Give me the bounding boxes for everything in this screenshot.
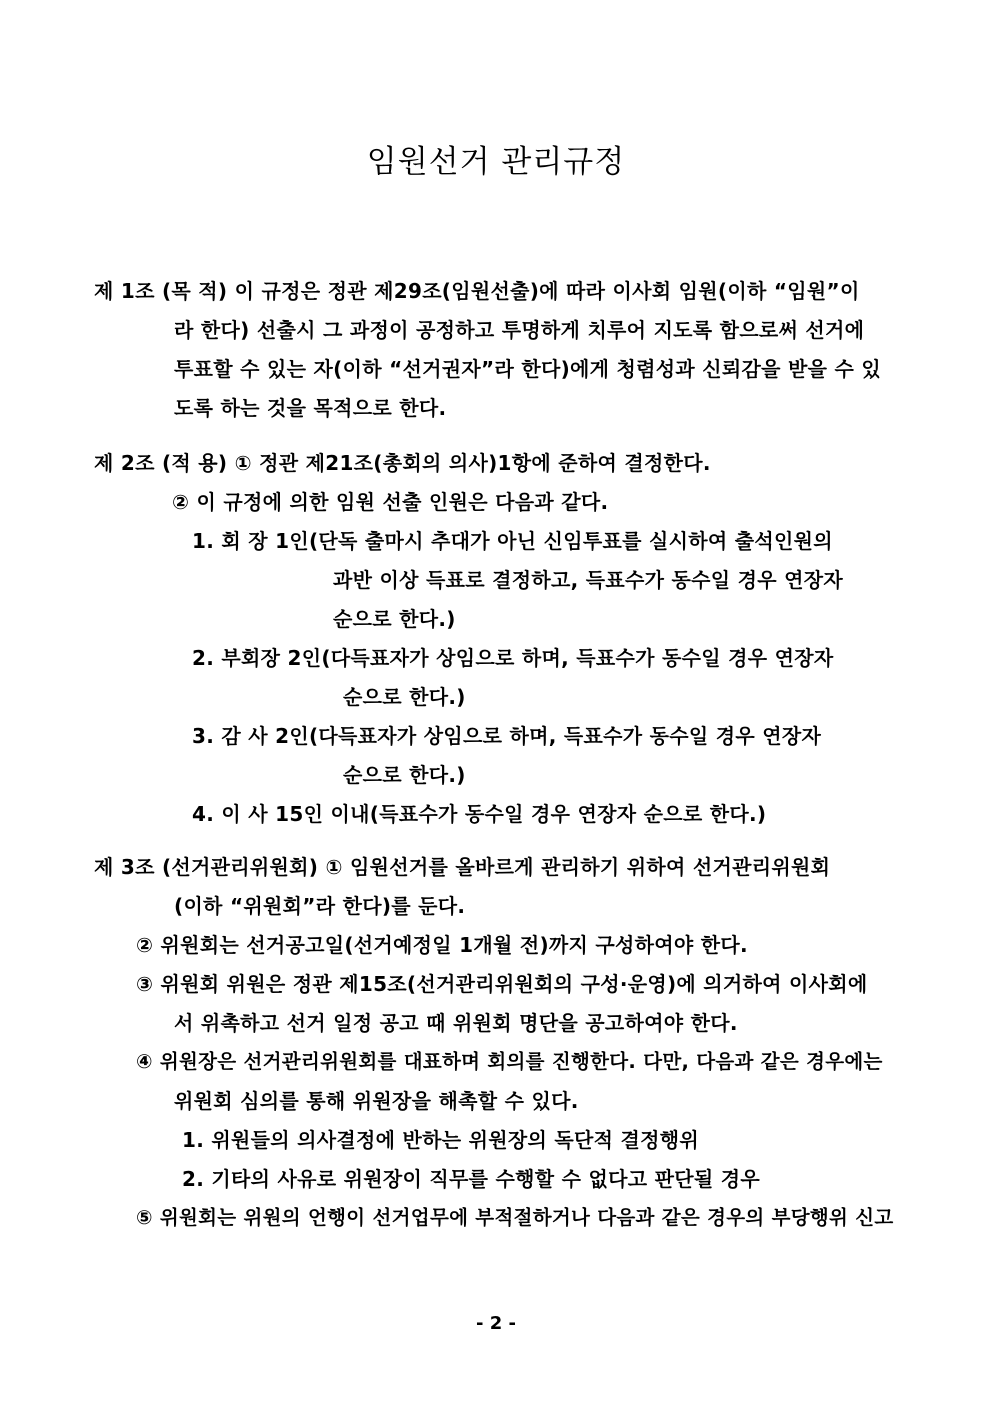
- article-2-item-1-line-1: 1. 회 장 1인(단독 출마시 추대가 아닌 신임투표를 실시하여 출석인원의: [192, 529, 833, 553]
- article-3-para-3-line-1: ③ 위원회 위원은 정관 제15조(선거관리위원회의 구성·운영)에 의거하여 이사회에: [136, 972, 868, 996]
- article-1-line-1: 제 1조 (목 적) 이 규정은 정관 제29조(임원선출)에 따라 이사회 임원(이하 “임원”이: [94, 279, 860, 303]
- document-title: 임원선거 관리규정: [366, 144, 626, 180]
- article-2-item-3-line-1: 3. 감 사 2인(다득표자가 상임으로 하며, 득표수가 동수일 경우 연장자: [192, 724, 822, 748]
- article-3-para-5-line-1: ⑤ 위원회는 위원의 언행이 선거업무에 부적절하거나 다음과 같은 경우의 부당행위 신고: [136, 1206, 894, 1229]
- article-2-line-1: 제 2조 (적 용) ① 정관 제21조(총회의 의사)1항에 준하여 결정한다.: [94, 451, 711, 475]
- page-number: - 2 -: [476, 1313, 516, 1334]
- article-2-item-1-line-3: 순으로 한다.): [333, 607, 456, 631]
- article-2-item-3-line-2: 순으로 한다.): [343, 763, 466, 787]
- article-2-item-1-line-2: 과반 이상 득표로 결정하고, 득표수가 동수일 경우 연장자: [333, 568, 843, 592]
- article-2-item-2-line-1: 2. 부회장 2인(다득표자가 상임으로 하며, 득표수가 동수일 경우 연장자: [192, 646, 834, 670]
- article-3-para-4-item-1: 1. 위원들의 의사결정에 반하는 위원장의 독단적 결정행위: [182, 1128, 699, 1152]
- article-3-para-3-line-2: 서 위촉하고 선거 일정 공고 때 위원회 명단을 공고하여야 한다.: [174, 1011, 738, 1035]
- article-3-para-4-line-2: 위원회 심의를 통해 위원장을 해촉할 수 있다.: [174, 1089, 579, 1113]
- article-1-line-2: 라 한다) 선출시 그 과정이 공정하고 투명하게 치루어 지도록 함으로써 선거에: [174, 318, 865, 342]
- article-3-para-4-item-2: 2. 기타의 사유로 위원장이 직무를 수행할 수 없다고 판단될 경우: [182, 1167, 760, 1191]
- article-2-item-4: 4. 이 사 15인 이내(득표수가 동수일 경우 연장자 순으로 한다.): [192, 802, 767, 826]
- article-1-line-3: 투표할 수 있는 자(이하 “선거권자”라 한다)에게 청렴성과 신뢰감을 받을 수 있: [174, 357, 881, 381]
- article-3-line-1: 제 3조 (선거관리위원회) ① 임원선거를 올바르게 관리하기 위하여 선거관리위원회: [94, 855, 831, 879]
- article-1-line-4: 도록 하는 것을 목적으로 한다.: [174, 396, 447, 420]
- article-2-item-2-line-2: 순으로 한다.): [343, 685, 466, 709]
- article-2-line-2: ② 이 규정에 의한 임원 선출 인원은 다음과 같다.: [172, 490, 609, 514]
- article-3-para-2: ② 위원회는 선거공고일(선거예정일 1개월 전)까지 구성하여야 한다.: [136, 933, 748, 957]
- article-3-para-4-line-1: ④ 위원장은 선거관리위원회를 대표하며 회의를 진행한다. 다만, 다음과 같은 경우에는: [136, 1050, 883, 1073]
- article-3-line-2: (이하 “위원회”라 한다)를 둔다.: [174, 894, 466, 918]
